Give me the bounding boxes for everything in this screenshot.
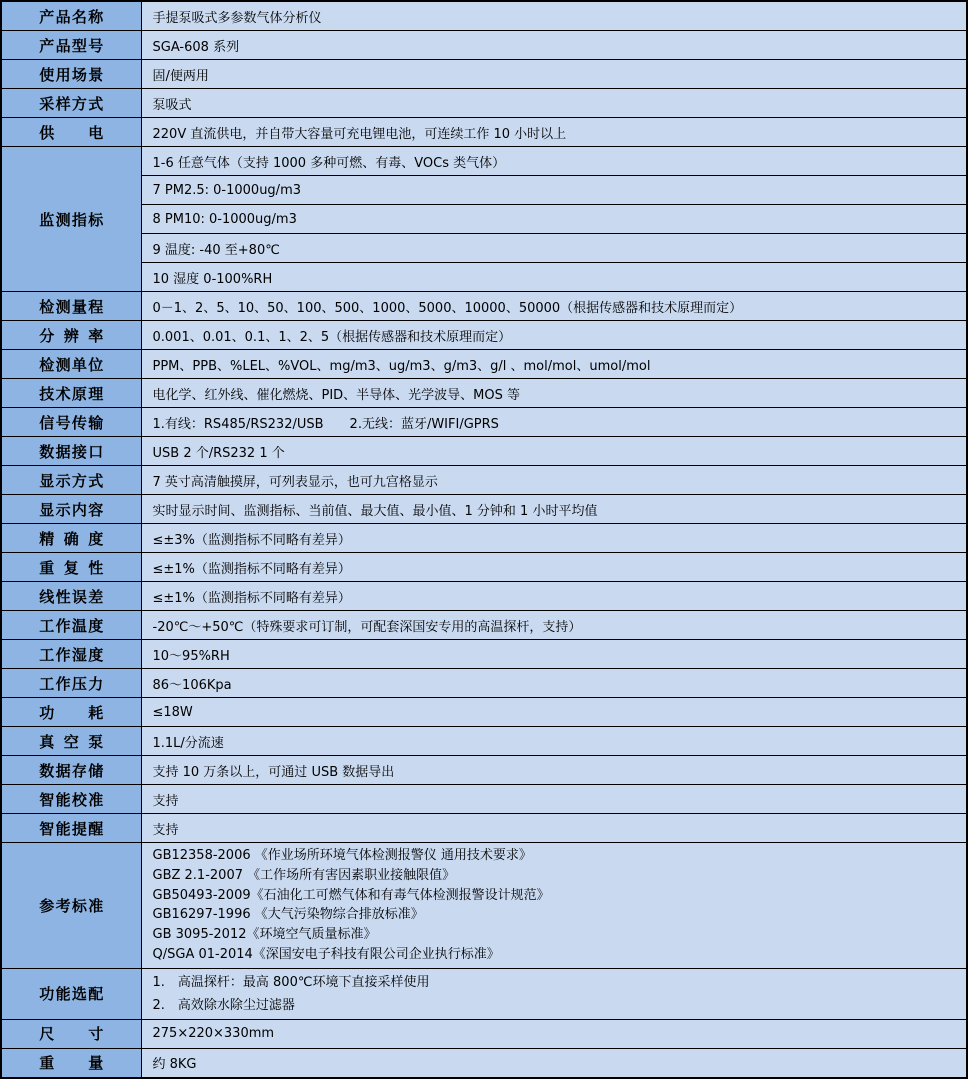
spec-value-cell: 支持	[141, 785, 967, 814]
spec-row	[1, 1, 967, 31]
spec-value-cell	[141, 843, 967, 969]
spec-label-cell	[1, 756, 141, 785]
spec-label-cell	[1, 89, 141, 118]
spec-row	[1, 118, 967, 147]
spec-label-text: 显示内容	[39, 500, 104, 519]
spec-label-text: 功能选配	[39, 985, 104, 1004]
spec-value-line: GBZ 2.1-2007 《工作场所有害因素职业接触限值》	[152, 867, 456, 883]
spec-label-text: 信号传输	[39, 413, 104, 432]
spec-row	[1, 1019, 967, 1048]
spec-label-cell	[1, 1019, 141, 1048]
spec-label-text: 产品名称	[39, 7, 104, 26]
spec-label-cell	[1, 1, 141, 31]
spec-value-line: GB16297-1996 《大气污染物综合排放标准》	[152, 907, 424, 923]
spec-label-cell	[1, 321, 141, 350]
spec-value-cell: 1.1L/分流速	[141, 727, 967, 756]
spec-table-body	[1, 1, 967, 1078]
spec-label-text: 技术原理	[39, 384, 104, 403]
spec-value-cell: 10 湿度 0-100%RH	[141, 263, 967, 292]
spec-row	[1, 408, 967, 437]
spec-label-text: 供电	[39, 123, 104, 142]
spec-value-cell: 0.001、0.01、0.1、1、2、5（根据传感器和技术原理而定）	[141, 321, 967, 350]
spec-value-cell: 7 PM2.5: 0-1000ug/m3	[141, 176, 967, 205]
spec-row	[1, 495, 967, 524]
spec-row	[1, 785, 967, 814]
spec-value-cell: -20℃～+50℃（特殊要求可订制，可配套深国安专用的高温探杆，支持）	[141, 611, 967, 640]
spec-value-cell: 275×220×330mm	[141, 1019, 967, 1048]
spec-row	[1, 350, 967, 379]
spec-label-cell	[1, 582, 141, 611]
spec-row	[1, 814, 967, 843]
spec-label-text: 功耗	[39, 703, 104, 722]
spec-label-text: 智能提醒	[39, 819, 104, 838]
spec-value-cell: SGA-608 系列	[141, 31, 967, 60]
spec-row	[1, 611, 967, 640]
spec-row	[1, 205, 967, 234]
spec-value-cell	[141, 968, 967, 1019]
spec-row	[1, 843, 967, 969]
spec-value-cell: 手提泵吸式多参数气体分析仪	[141, 1, 967, 31]
spec-value-cell: 7 英寸高清触摸屏，可列表显示，也可九宫格显示	[141, 466, 967, 495]
spec-label-text: 线性误差	[39, 587, 104, 606]
spec-value-line: GB50493-2009《石油化工可燃气体和有毒气体检测报警设计规范》	[152, 887, 550, 903]
spec-row	[1, 292, 967, 321]
spec-label-text: 工作湿度	[39, 645, 104, 664]
spec-label-text: 智能校准	[39, 790, 104, 809]
spec-row	[1, 60, 967, 89]
spec-value-cell: USB 2 个/RS232 1 个	[141, 437, 967, 466]
spec-value-cell: 0－1、2、5、10、50、100、500、1000、5000、10000、50000（根据传感器和技术原理而定）	[141, 292, 967, 321]
spec-row	[1, 524, 967, 553]
spec-label-text: 重量	[39, 1054, 104, 1073]
spec-label-cell	[1, 968, 141, 1019]
spec-value-line: GB 3095-2012《环境空气质量标准》	[152, 927, 377, 943]
spec-label-cell	[1, 31, 141, 60]
spec-value-line: 2. 高效除水除尘过滤器	[152, 997, 295, 1013]
spec-row	[1, 582, 967, 611]
spec-row	[1, 263, 967, 292]
spec-label-cell	[1, 1048, 141, 1078]
spec-label-cell	[1, 669, 141, 698]
spec-row	[1, 553, 967, 582]
spec-row	[1, 147, 967, 176]
spec-value-cell: 泵吸式	[141, 89, 967, 118]
spec-label-cell	[1, 292, 141, 321]
spec-row	[1, 466, 967, 495]
spec-value-cell: 86～106Kpa	[141, 669, 967, 698]
spec-label-text: 检测单位	[39, 355, 104, 374]
spec-label-cell	[1, 60, 141, 89]
spec-label-text: 数据接口	[39, 442, 104, 461]
spec-value-cell: 1-6 任意气体（支持 1000 多种可燃、有毒、VOCs 类气体）	[141, 147, 967, 176]
spec-value-line: GB12358-2006 《作业场所环境气体检测报警仪 通用技术要求》	[152, 848, 532, 863]
spec-label-cell	[1, 408, 141, 437]
spec-value-cell: 10～95%RH	[141, 640, 967, 669]
spec-label-text: 分辨率	[39, 326, 104, 345]
spec-label-cell	[1, 843, 141, 969]
spec-value-cell: 220V 直流供电，并自带大容量可充电锂电池，可连续工作 10 小时以上	[141, 118, 967, 147]
spec-label-cell	[1, 611, 141, 640]
spec-label-text: 工作压力	[39, 674, 104, 693]
spec-label-text: 产品型号	[39, 36, 104, 55]
spec-value-line: Q/SGA 01-2014《深国安电子科技有限公司企业执行标准》	[152, 946, 500, 962]
spec-label-text: 显示方式	[39, 471, 104, 490]
spec-value-cell: ≤18W	[141, 698, 967, 727]
spec-value-cell: ≤±1%（监测指标不同略有差异）	[141, 553, 967, 582]
spec-value-line: 1. 高温探杆：最高 800℃环境下直接采样使用	[152, 974, 430, 990]
spec-label-cell	[1, 495, 141, 524]
spec-row	[1, 321, 967, 350]
spec-row	[1, 756, 967, 785]
spec-label-cell	[1, 350, 141, 379]
spec-label-text: 真空泵	[39, 732, 104, 751]
spec-label-text: 精确度	[39, 529, 104, 548]
spec-value-cell: 8 PM10: 0-1000ug/m3	[141, 205, 967, 234]
spec-label-text: 工作温度	[39, 616, 104, 635]
spec-label-cell	[1, 785, 141, 814]
spec-row	[1, 176, 967, 205]
spec-row	[1, 1048, 967, 1078]
spec-row	[1, 698, 967, 727]
spec-value-cell: 支持 10 万条以上，可通过 USB 数据导出	[141, 756, 967, 785]
spec-value-cell: 1.有线：RS485/RS232/USB 2.无线：蓝牙/WIFI/GPRS	[141, 408, 967, 437]
spec-label-text: 数据存储	[39, 761, 104, 780]
spec-row	[1, 968, 967, 1019]
spec-label-text: 监测指标	[39, 210, 104, 229]
spec-row	[1, 640, 967, 669]
spec-row	[1, 31, 967, 60]
spec-value-cell: 9 温度: -40 至+80℃	[141, 234, 967, 263]
spec-label-cell	[1, 466, 141, 495]
spec-value-cell: ≤±1%（监测指标不同略有差异）	[141, 582, 967, 611]
spec-label-text: 使用场景	[39, 65, 104, 84]
spec-value-cell: ≤±3%（监测指标不同略有差异）	[141, 524, 967, 553]
spec-row	[1, 669, 967, 698]
spec-label-cell	[1, 118, 141, 147]
spec-label-text: 参考标准	[39, 896, 104, 915]
spec-row	[1, 379, 967, 408]
spec-label-cell	[1, 379, 141, 408]
spec-label-text: 尺寸	[39, 1025, 104, 1044]
spec-label-cell	[1, 727, 141, 756]
spec-value-cell: PPM、PPB、%LEL、%VOL、mg/m3、ug/m3、g/m3、g/l 、mol/mol、umol/mol	[141, 350, 967, 379]
spec-label-cell	[1, 524, 141, 553]
spec-row	[1, 89, 967, 118]
spec-label-cell	[1, 437, 141, 466]
spec-value-cell: 约 8KG	[141, 1048, 967, 1078]
spec-label-cell	[1, 814, 141, 843]
spec-label-text: 采样方式	[39, 94, 104, 113]
spec-label-cell	[1, 553, 141, 582]
spec-row	[1, 727, 967, 756]
spec-label-text: 重复性	[39, 558, 104, 577]
spec-value-cell: 电化学、红外线、催化燃烧、PID、半导体、光学波导、MOS 等	[141, 379, 967, 408]
spec-value-cell: 实时显示时间、监测指标、当前值、最大值、最小值、1 分钟和 1 小时平均值	[141, 495, 967, 524]
spec-label-text: 检测量程	[39, 297, 104, 316]
spec-row	[1, 437, 967, 466]
spec-row	[1, 234, 967, 263]
spec-value-cell: 固/便两用	[141, 60, 967, 89]
spec-label-cell	[1, 698, 141, 727]
spec-label-cell	[1, 147, 141, 292]
spec-value-cell: 支持	[141, 814, 967, 843]
spec-label-cell	[1, 640, 141, 669]
